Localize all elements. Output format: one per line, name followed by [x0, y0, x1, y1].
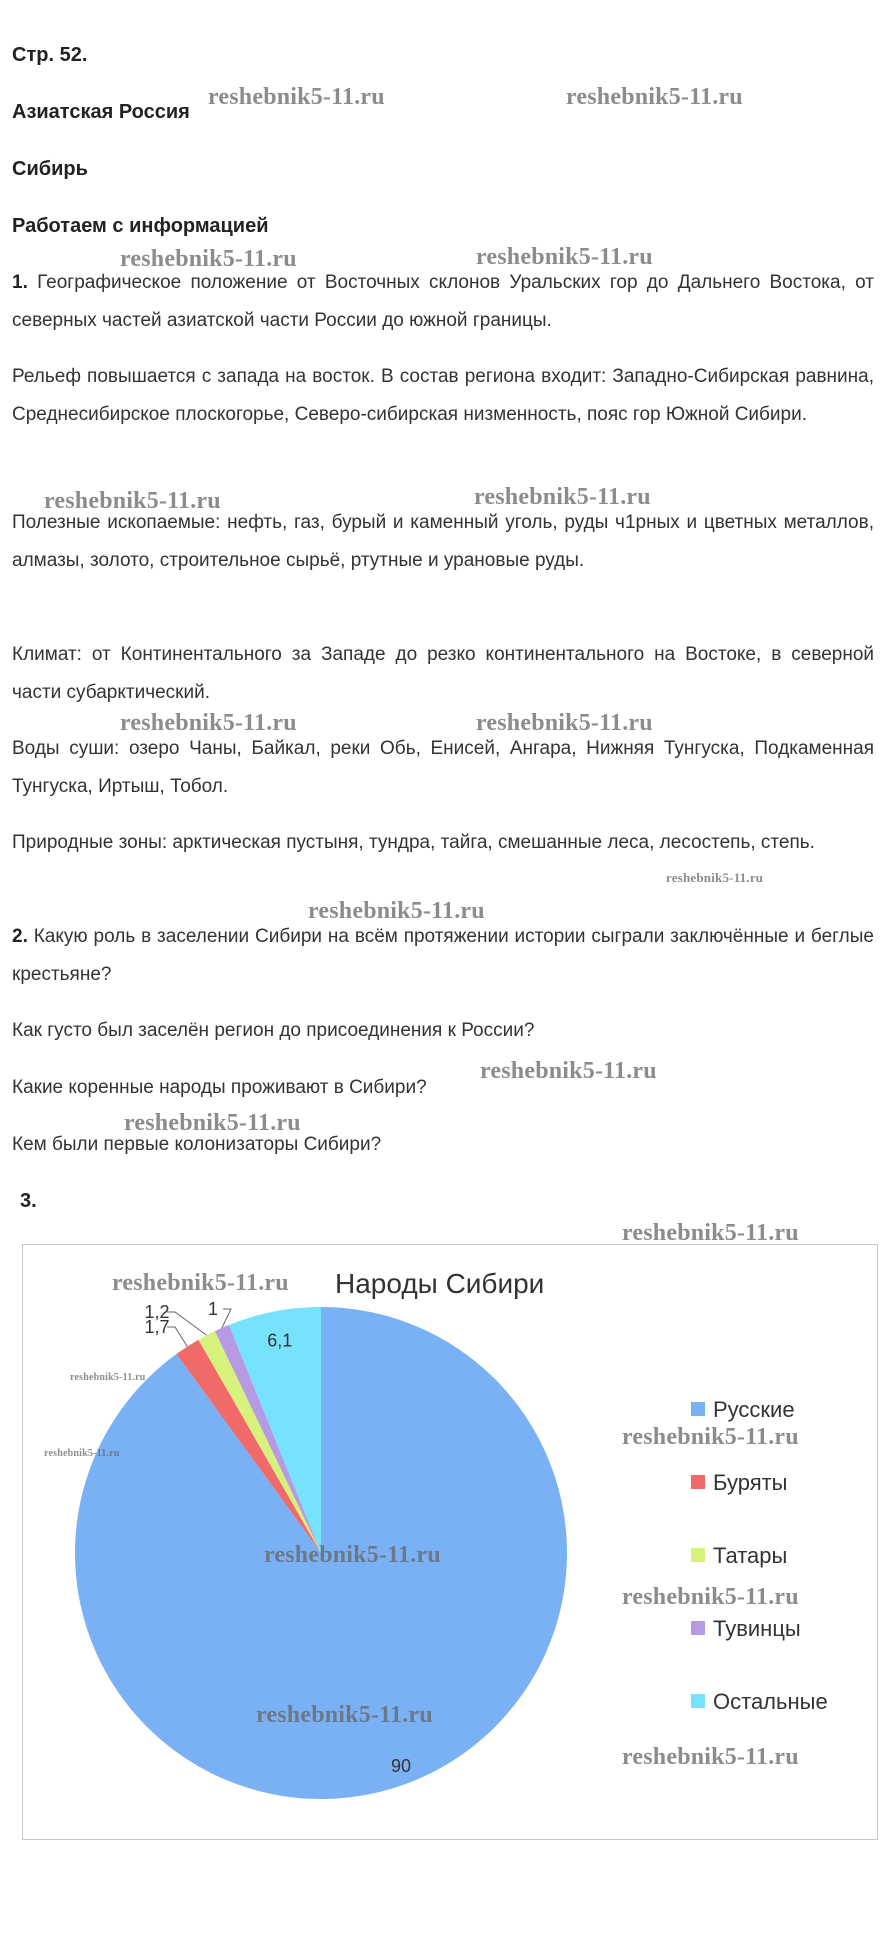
- pie-value-label-1: 90: [390, 1756, 412, 1776]
- page-label: Стр. 52.: [12, 44, 88, 66]
- watermark: reshebnik5-11.ru: [476, 244, 653, 270]
- q2-paragraph-role: [12, 918, 874, 994]
- legend-label-4: Тувинцы: [713, 1616, 801, 1641]
- q1-paragraph-waters: Воды суши: озеро Чаны, Байкал, реки Обь, Енисей, Ангара, Нижняя Тунгуска, Подкаменная Тунгуска, Иртыш, Тобол.: [12, 738, 874, 797]
- q2-paragraph-colonizers: Кем были первые колонизаторы Сибири?: [12, 1134, 382, 1155]
- watermark: reshebnik5-11.ru: [622, 1744, 799, 1770]
- watermark: reshebnik5-11.ru: [264, 1542, 441, 1568]
- q1-paragraph-minerals: Полезные ископаемые: нефть, газ, бурый и каменный уголь, руды ч1рных и цветных металлов, алмазы, золото, строительное сырьё, ртутные и урановые руды.: [12, 512, 874, 571]
- watermark: reshebnik5-11.ru: [44, 488, 221, 514]
- watermark: reshebnik5-11.ru: [622, 1584, 799, 1610]
- watermark: reshebnik5-11.ru: [208, 84, 385, 110]
- watermark: reshebnik5-11.ru: [666, 870, 764, 885]
- q2-paragraph-peoples: Какие коренные народы проживают в Сибири?: [12, 1077, 427, 1098]
- legend-label-1: Русские: [713, 1397, 795, 1422]
- watermark: reshebnik5-11.ru: [622, 1424, 799, 1450]
- watermark: reshebnik5-11.ru: [44, 1448, 120, 1459]
- chart-title: Народы Сибири: [335, 1268, 545, 1299]
- q1-paragraph-climate: Климат: от Континентального за Западе до резко континентального на Востоке, в северной части субарктический.: [12, 644, 874, 703]
- watermark: reshebnik5-11.ru: [120, 710, 297, 736]
- q1-text-geography: Географическое положение от Восточных склонов Уральских гор до Дальнего Востока, от северных частей азиатской части России до южной границы.: [12, 272, 874, 331]
- legend-swatch-4: [691, 1621, 705, 1635]
- leader-line-2: [167, 1327, 187, 1347]
- q2-number: 2.: [12, 926, 28, 947]
- q2-paragraph-density: Как густо был заселён регион до присоединения к России?: [12, 1020, 535, 1041]
- watermark: reshebnik5-11.ru: [256, 1702, 433, 1728]
- q1-paragraph-relief: Рельеф повышается с запада на восток. В состав региона входит: Западно-Сибирская равнина, Среднесибирское плоскогорье, Северо-сибирская низменность, пояс гор Южной Сибири.: [12, 366, 874, 425]
- watermark: reshebnik5-11.ru: [622, 1220, 799, 1246]
- q3-number: 3.: [20, 1190, 37, 1212]
- q1-paragraph-zones: Природные зоны: арктическая пустыня, тундра, тайга, смешанные леса, лесостепь, степь.: [12, 832, 815, 853]
- watermark: reshebnik5-11.ru: [474, 484, 651, 510]
- pie-value-label-4: 1: [207, 1299, 219, 1319]
- legend-swatch-2: [691, 1475, 705, 1489]
- legend-label-5: Остальные: [713, 1689, 828, 1714]
- watermark: reshebnik5-11.ru: [476, 710, 653, 736]
- legend-label-2: Буряты: [713, 1470, 788, 1495]
- page-heading: Азиатская Россия: [12, 101, 190, 123]
- legend-swatch-5: [691, 1694, 705, 1708]
- legend-swatch-3: [691, 1548, 705, 1562]
- watermark: reshebnik5-11.ru: [120, 246, 297, 272]
- pie-value-label-5: 6,1: [267, 1330, 293, 1351]
- watermark: reshebnik5-11.ru: [566, 84, 743, 110]
- watermark: reshebnik5-11.ru: [124, 1110, 301, 1136]
- watermark: reshebnik5-11.ru: [70, 1372, 146, 1383]
- pie-value-label-3: 1,2: [144, 1302, 170, 1322]
- q1-number: 1.: [12, 272, 28, 293]
- watermark: reshebnik5-11.ru: [112, 1270, 289, 1296]
- pie-value-label-2: 1,7: [144, 1317, 170, 1337]
- legend-label-3: Татары: [713, 1543, 788, 1568]
- legend-swatch-1: [691, 1402, 705, 1416]
- watermark: reshebnik5-11.ru: [480, 1058, 657, 1084]
- q1-paragraph-geography: [12, 264, 874, 340]
- leader-line-3: [167, 1312, 207, 1335]
- watermark: reshebnik5-11.ru: [308, 898, 485, 924]
- q2-text-role: Какую роль в заселении Сибири на всём протяжении истории сыграли заключённые и беглые крестьяне?: [12, 926, 874, 985]
- page-subheading: Сибирь: [12, 158, 88, 180]
- section-title: Работаем с информацией: [12, 215, 269, 237]
